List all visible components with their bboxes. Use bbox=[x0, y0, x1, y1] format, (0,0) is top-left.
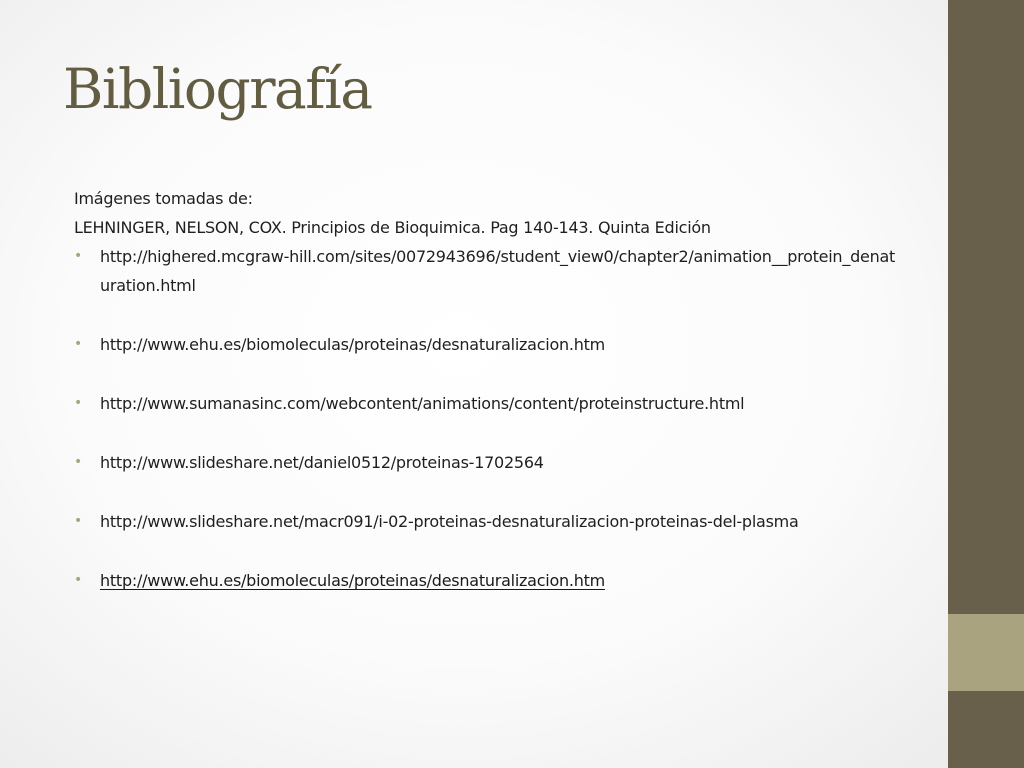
bullet-icon: • bbox=[74, 336, 83, 352]
reference-list bbox=[74, 242, 896, 595]
bullet-icon: • bbox=[74, 572, 83, 588]
reference-link-4[interactable]: http://www.slideshare.net/daniel0512/proteinas-1702564 bbox=[100, 453, 544, 472]
reference-item-5 bbox=[74, 507, 896, 536]
reference-item-1 bbox=[74, 242, 896, 300]
reference-link-2[interactable]: http://www.ehu.es/biomoleculas/proteinas/desnaturalizacion.htm bbox=[100, 335, 605, 354]
reference-item-4 bbox=[74, 448, 896, 477]
bibliography-content bbox=[74, 184, 896, 625]
book-reference: LEHNINGER, NELSON, COX. Principios de Bioquimica. Pag 140-143. Quinta Edición bbox=[74, 218, 711, 237]
reference-link-3[interactable]: http://www.sumanasinc.com/webcontent/animations/content/proteinstructure.html bbox=[100, 394, 745, 413]
side-decoration-accent bbox=[948, 614, 1024, 691]
reference-item-2 bbox=[74, 330, 896, 359]
bullet-icon: • bbox=[74, 248, 83, 264]
reference-link-5[interactable]: http://www.slideshare.net/macr091/i-02-proteinas-desnaturalizacion-proteinas-del-plasma bbox=[100, 512, 799, 531]
reference-item-6 bbox=[74, 566, 896, 595]
intro-text: Imágenes tomadas de: bbox=[74, 189, 253, 208]
bullet-icon: • bbox=[74, 454, 83, 470]
reference-link-6[interactable]: http://www.ehu.es/biomoleculas/proteinas/desnaturalizacion.htm bbox=[100, 571, 605, 590]
slide-title: Bibliografía bbox=[63, 57, 372, 121]
reference-link-1[interactable]: http://highered.mcgraw-hill.com/sites/0072943696/student_view0/chapter2/animation__protein_denaturation.html bbox=[100, 247, 896, 295]
reference-item-3 bbox=[74, 389, 896, 418]
bullet-icon: • bbox=[74, 395, 83, 411]
bullet-icon: • bbox=[74, 513, 83, 529]
